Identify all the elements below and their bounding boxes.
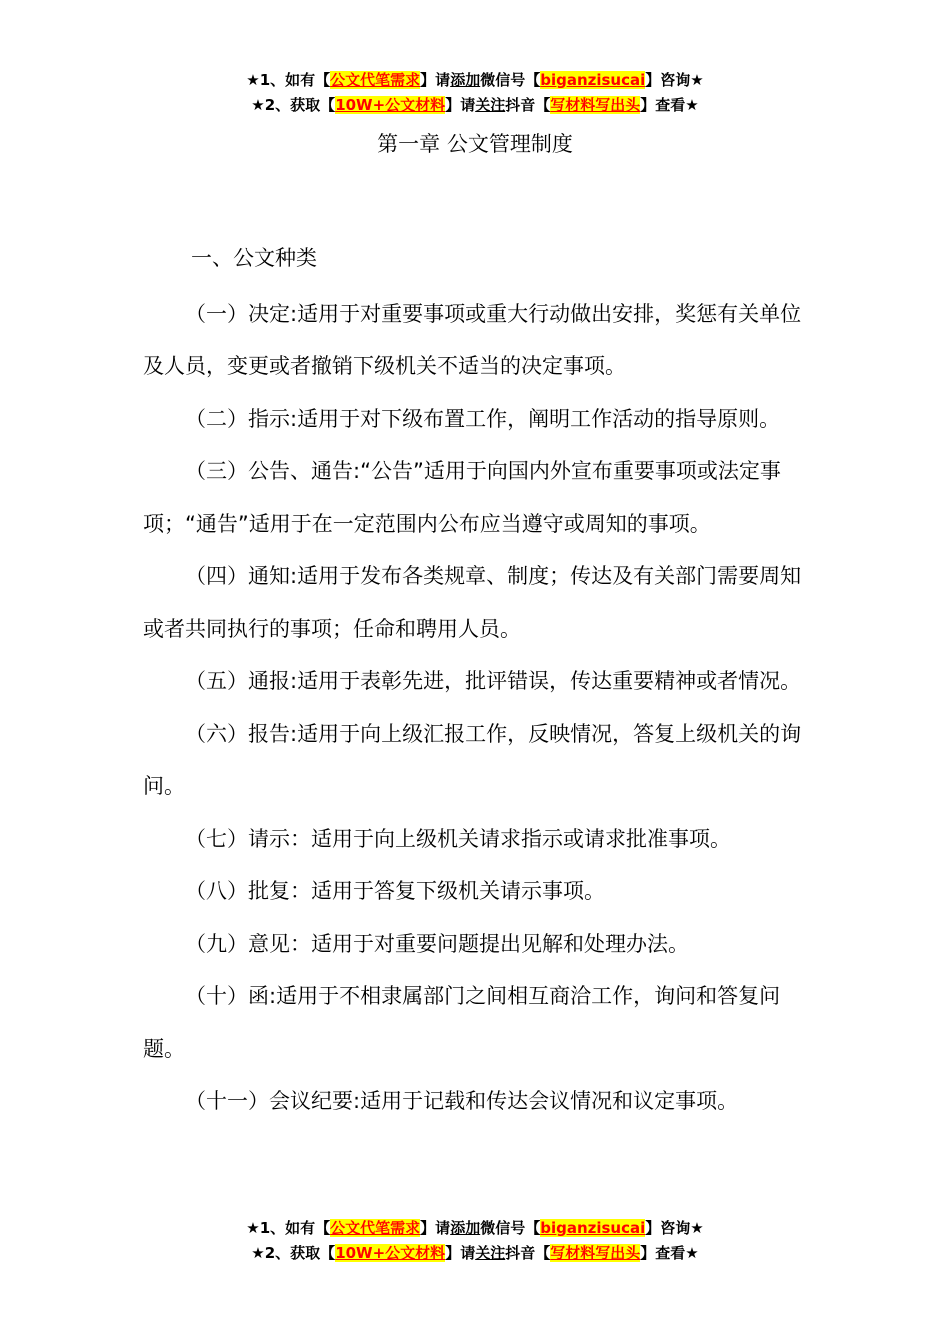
- banner-text: 微信号【: [480, 71, 541, 89]
- paragraph-announcement: （三）公告、通告:“公告”适用于向国内外宣布重要事项或法定事项；“通告”适用于在一定范围内公布应当遵守或周知的事项。: [143, 459, 781, 536]
- paragraph-instruction: （二）指示:适用于对下级布置工作，阐明工作活动的指导原则。: [185, 406, 781, 431]
- banner-highlight: 写材料写出头: [550, 1244, 641, 1262]
- banner-underlined: 关注: [475, 1244, 506, 1262]
- paragraph-report: （六）报告:适用于向上级汇报工作，反映情况，答复上级机关的询问。: [143, 721, 802, 798]
- banner-text: 】咨询★: [645, 71, 704, 89]
- banner-highlight: biganzisucai: [540, 1219, 646, 1237]
- paragraph-minutes: （十一）会议纪要:适用于记载和传达会议情况和议定事项。: [185, 1089, 739, 1113]
- banner-highlight: 公文代笔需求: [330, 1219, 421, 1237]
- section-heading: 一、公文种类: [191, 246, 317, 270]
- paragraph-request: （七）请示：适用于向上级机关请求指示或请求批准事项。: [185, 826, 731, 851]
- banner-line-1: [0, 68, 950, 93]
- banner-highlight: 10W+公文材料: [335, 1244, 446, 1262]
- banner-text: 】请: [420, 71, 451, 89]
- footer-banner: [0, 1216, 950, 1266]
- banner-line-2: [0, 1241, 950, 1266]
- banner-text: 抖音【: [505, 96, 551, 114]
- banner-highlight: biganzisucai: [540, 71, 646, 89]
- banner-underlined: 关注: [475, 96, 506, 114]
- paragraph-notice: （四）通知:适用于发布各类规章、制度；传达及有关部门需要周知或者共同执行的事项；任命和聘用人员。: [143, 564, 802, 641]
- banner-text: 】查看★: [640, 96, 699, 114]
- banner-text: 】请: [445, 96, 476, 114]
- banner-text: ★2、获取【: [251, 1244, 336, 1262]
- paragraph-letter: （十）函:适用于不相隶属部门之间相互商洽工作，询问和答复问题。: [143, 984, 781, 1061]
- paragraph-reply: （八）批复：适用于答复下级机关请示事项。: [185, 879, 605, 903]
- banner-line-1: [0, 1216, 950, 1241]
- banner-text: 微信号【: [480, 1219, 541, 1237]
- banner-text: ★1、如有【: [246, 1219, 331, 1237]
- banner-text: ★2、获取【: [251, 96, 336, 114]
- document-body: [143, 232, 815, 1128]
- banner-text: ★1、如有【: [246, 71, 331, 89]
- banner-highlight: 写材料写出头: [550, 96, 641, 114]
- banner-text: 】请: [445, 1244, 476, 1262]
- banner-line-2: [0, 93, 950, 118]
- banner-underlined: 添加: [450, 1219, 481, 1237]
- paragraph-decision: （一）决定:适用于对重要事项或重大行动做出安排，奖惩有关单位及人员，变更或者撤销下级机关不适当的决定事项。: [143, 301, 802, 378]
- banner-text: 】咨询★: [645, 1219, 704, 1237]
- banner-text: 】查看★: [640, 1244, 699, 1262]
- chapter-title: 第一章 公文管理制度: [377, 132, 573, 156]
- banner-highlight: 公文代笔需求: [330, 71, 421, 89]
- paragraph-opinion: （九）意见：适用于对重要问题提出见解和处理办法。: [185, 931, 689, 956]
- banner-text: 】请: [420, 1219, 451, 1237]
- banner-highlight: 10W+公文材料: [335, 96, 446, 114]
- header-banner: [0, 68, 950, 118]
- paragraph-bulletin: （五）通报:适用于表彰先进，批评错误，传达重要精神或者情况。: [185, 669, 802, 693]
- banner-text: 抖音【: [505, 1244, 551, 1262]
- banner-underlined: 添加: [450, 71, 481, 89]
